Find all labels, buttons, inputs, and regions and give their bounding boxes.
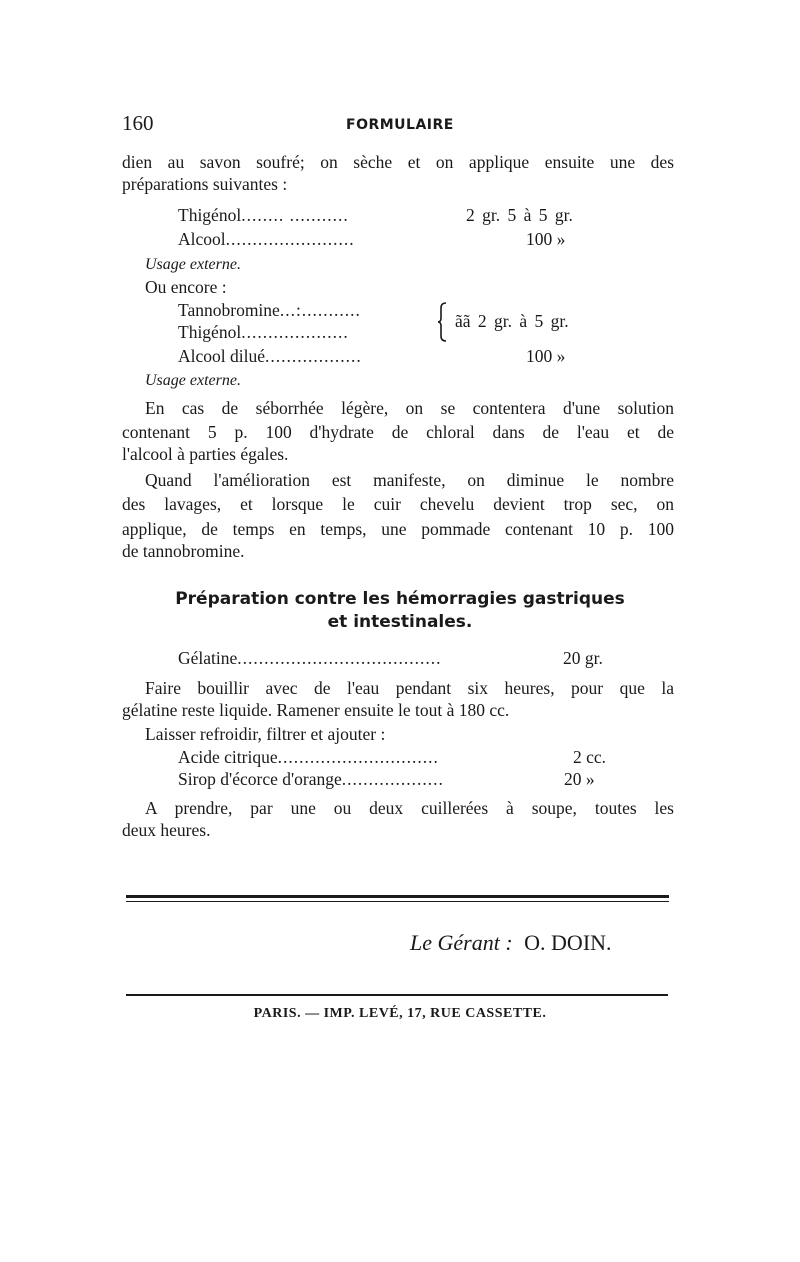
ingredient-name: Acide citrique	[178, 747, 278, 767]
leader-dots: ...................	[341, 769, 444, 789]
ingredient-qty: 2 cc.	[573, 747, 607, 767]
ingredient-name: Alcool dilué	[178, 346, 265, 366]
ingredient-name: Thigénol	[178, 205, 242, 225]
text-line: contenant 5 p. 100 d'hydrate de chloral dans de l'eau et de	[122, 422, 674, 442]
leader-dots: ..............................	[277, 747, 439, 767]
leader-dots: ......................................	[237, 648, 442, 668]
section-title-line-2: et intestinales.	[327, 612, 473, 632]
ingredient-thigenol	[178, 205, 349, 226]
text-line: deux heures.	[122, 820, 211, 840]
ingredient-qty: 20 »	[564, 769, 595, 789]
leader-dots: ....................	[241, 322, 349, 342]
ingredient-name: Alcool	[178, 229, 226, 249]
ingredient-acide-citrique	[178, 747, 439, 768]
text-line: Quand l'amélioration est manifeste, on diminue le nombre	[145, 470, 674, 490]
group-qty: ãã 2 gr. à 5 gr.	[455, 311, 569, 331]
usage-note: Usage externe.	[145, 256, 241, 273]
laisser-line: Laisser refroidir, filtrer et ajouter :	[145, 724, 386, 744]
separator-rule-bottom	[126, 994, 668, 996]
leader-dots: ........................	[225, 229, 355, 249]
text-line: Faire bouillir avec de l'eau pendant six heures, pour que la	[145, 678, 674, 698]
ingredient-qty: 20 gr.	[563, 648, 603, 668]
usage-note: Usage externe.	[145, 372, 241, 389]
ingredient-name: Thigénol	[178, 322, 242, 342]
page-number: 160	[122, 111, 154, 135]
text-line: l'alcool à parties égales.	[122, 444, 289, 464]
section-title: Préparation contre les hémorragies gastriques	[175, 589, 625, 609]
intro-line-1: dien au savon soufré; on sèche et on applique ensuite une des	[122, 152, 674, 172]
ingredient-qty: 2 gr. 5 à 5 gr.	[466, 205, 573, 225]
ingredient-alcool-dilue	[178, 346, 362, 367]
ingredient-qty: 100 »	[526, 229, 566, 249]
ingredient-name: Tannobromine	[178, 300, 280, 320]
running-title: FORMULAIRE	[346, 117, 454, 133]
curly-brace-icon	[437, 302, 449, 342]
text-line: gélatine reste liquide. Ramener ensuite le tout à 180 cc.	[122, 700, 510, 720]
ingredient-name: Gélatine	[178, 648, 238, 668]
separator-rule-top	[126, 895, 669, 898]
leader-dots: ..................	[265, 346, 362, 366]
ingredient-name: Sirop d'écorce d'orange	[178, 769, 342, 789]
leader-dots: ...:...........	[279, 300, 361, 320]
separator-rule-thin	[126, 901, 669, 902]
ingredient-tannobromine	[178, 300, 361, 321]
ou-encore: Ou encore :	[145, 277, 227, 297]
intro-line-2: préparations suivantes :	[122, 174, 288, 194]
imprint: PARIS. — IMP. LEVÉ, 17, RUE CASSETTE.	[253, 1006, 547, 1021]
ingredient-thigenol-2	[178, 322, 349, 343]
text-line: En cas de séborrhée légère, on se contentera d'une solution	[145, 398, 674, 418]
signature-label: Le Gérant :	[410, 930, 513, 955]
text-line: des lavages, et lorsque le cuir chevelu devient trop sec, on	[122, 494, 674, 514]
signature-name: O. DOIN.	[524, 930, 612, 955]
ingredient-alcool	[178, 229, 355, 250]
ingredient-sirop	[178, 769, 444, 790]
ingredient-qty: 100 »	[526, 346, 566, 366]
text-line: applique, de temps en temps, une pommade contenant 10 p. 100	[122, 519, 674, 539]
text-line: de tannobromine.	[122, 541, 245, 561]
text-line: A prendre, par une ou deux cuillerées à soupe, toutes les	[145, 798, 674, 818]
leader-dots: ........ ...........	[241, 205, 349, 225]
signature	[410, 930, 612, 956]
ingredient-gelatine	[178, 648, 442, 669]
